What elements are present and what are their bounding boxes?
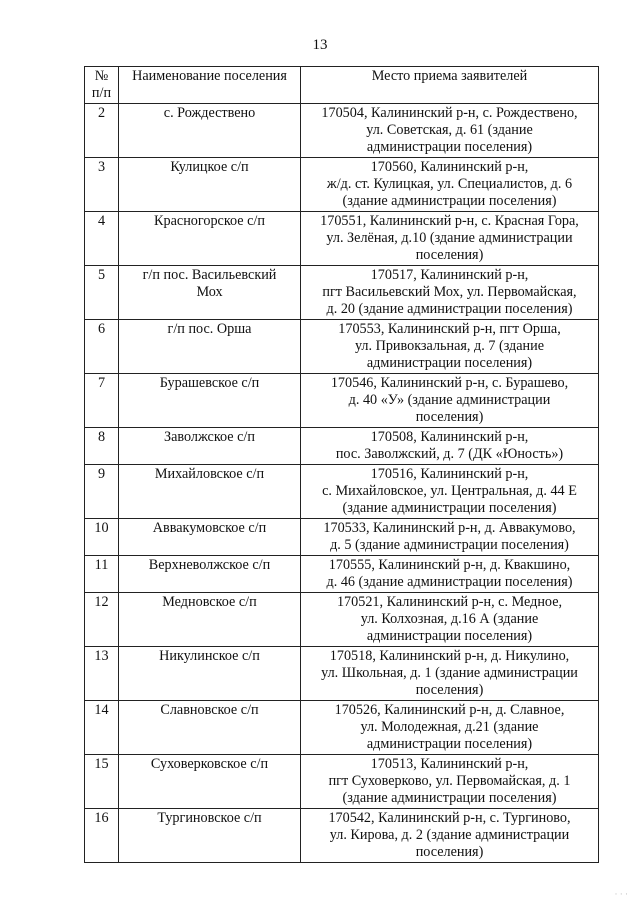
reception-address	[301, 212, 599, 266]
settlement-name-line: Кулицкое с/п	[170, 159, 249, 175]
row-number: 6	[85, 320, 119, 374]
settlement-name-line: Суховерковское с/п	[150, 756, 269, 772]
header-row	[85, 67, 599, 104]
table-row	[85, 104, 599, 158]
row-number: 14	[85, 701, 119, 755]
address-line: 170553, Калининский р-н, пгт Орша,	[338, 321, 561, 337]
settlement-name-line: Славновское с/п	[160, 702, 259, 718]
row-number: 13	[85, 647, 119, 701]
address-line: с. Михайловское, ул. Центральная, д. 44 Е	[322, 483, 577, 499]
settlement-name	[119, 266, 301, 320]
settlement-name-line: Мох	[196, 284, 223, 300]
address-line: 170516, Калининский р-н,	[370, 466, 529, 482]
address-line: администрации поселения)	[366, 628, 533, 644]
reception-address	[301, 755, 599, 809]
header-address: Место приема заявителей	[301, 67, 599, 104]
settlements-table	[84, 66, 599, 863]
address-line: 170560, Калининский р-н,	[370, 159, 529, 175]
row-number: 15	[85, 755, 119, 809]
reception-address	[301, 701, 599, 755]
reception-address	[301, 556, 599, 593]
table-row	[85, 647, 599, 701]
settlement-name	[119, 593, 301, 647]
settlement-name-line: Бурашевское с/п	[159, 375, 260, 391]
address-line: ул. Колхозная, д.16 А (здание	[360, 611, 539, 627]
settlement-name	[119, 320, 301, 374]
table-row	[85, 266, 599, 320]
settlement-name	[119, 755, 301, 809]
settlement-name-line: с. Рождествено	[163, 105, 256, 121]
reception-address	[301, 428, 599, 465]
reception-address	[301, 320, 599, 374]
table-row	[85, 320, 599, 374]
address-line: ул. Зелёная, д.10 (здание администрации	[326, 230, 573, 246]
address-line: администрации поселения)	[366, 736, 533, 752]
address-line: администрации поселения)	[366, 139, 533, 155]
table-row	[85, 593, 599, 647]
row-number: 16	[85, 809, 119, 863]
settlement-name-line: Тургиновское с/п	[157, 810, 262, 826]
address-line: 170526, Калининский р-н, д. Славное,	[334, 702, 565, 718]
address-line: 170542, Калининский р-н, с. Тургиново,	[328, 810, 571, 826]
reception-address	[301, 593, 599, 647]
settlement-name	[119, 428, 301, 465]
address-line: поселения)	[415, 844, 484, 860]
address-line: ул. Советская, д. 61 (здание	[366, 122, 533, 138]
table-row	[85, 428, 599, 465]
row-number: 11	[85, 556, 119, 593]
settlement-name-line: г/п пос. Васильевский	[142, 267, 277, 283]
address-line: д. 40 «У» (здание администрации	[348, 392, 551, 408]
address-line: поселения)	[415, 409, 484, 425]
table-row	[85, 212, 599, 266]
address-line: 170518, Калининский р-н, д. Никулино,	[329, 648, 570, 664]
settlement-name-line: Заволжское с/п	[164, 429, 255, 445]
row-number: 12	[85, 593, 119, 647]
address-line: 170533, Калининский р-н, д. Аввакумово,	[323, 520, 576, 536]
reception-address	[301, 266, 599, 320]
reception-address	[301, 465, 599, 519]
table-row	[85, 519, 599, 556]
address-line: ж/д. ст. Кулицкая, ул. Специалистов, д. 6	[326, 176, 573, 192]
table-row	[85, 465, 599, 519]
reception-address	[301, 104, 599, 158]
address-line: 170555, Калининский р-н, д. Квакшино,	[328, 557, 571, 573]
settlement-name-line: Медновское с/п	[162, 594, 257, 610]
settlement-name	[119, 701, 301, 755]
address-line: пгт Суховерково, ул. Первомайская, д. 1	[328, 773, 571, 789]
table-row	[85, 158, 599, 212]
row-number: 10	[85, 519, 119, 556]
address-line: 170508, Калининский р-н,	[370, 429, 529, 445]
address-line: ул. Молодежная, д.21 (здание	[360, 719, 539, 735]
address-line: д. 46 (здание администрации поселения)	[326, 574, 573, 590]
address-line: пос. Заволжский, д. 7 (ДК «Юность»)	[335, 446, 564, 462]
address-line: д. 20 (здание администрации поселения)	[326, 301, 573, 317]
scan-artifact: · · ·	[614, 889, 628, 899]
settlement-name-line: Верхневолжское с/п	[148, 557, 271, 573]
address-line: пгт Васильевский Мох, ул. Первомайская,	[322, 284, 577, 300]
address-line: (здание администрации поселения)	[342, 500, 557, 516]
address-line: 170513, Калининский р-н,	[370, 756, 529, 772]
row-number: 8	[85, 428, 119, 465]
settlement-name-line: г/п пос. Орша	[167, 321, 252, 337]
reception-address	[301, 158, 599, 212]
row-number: 7	[85, 374, 119, 428]
address-line: ул. Привокзальная, д. 7 (здание	[354, 338, 545, 354]
settlement-name	[119, 104, 301, 158]
address-line: 170551, Калининский р-н, с. Красная Гора,	[320, 213, 579, 229]
address-line: 170521, Калининский р-н, с. Медное,	[336, 594, 563, 610]
address-line: 170517, Калининский р-н,	[370, 267, 529, 283]
row-number: 2	[85, 104, 119, 158]
reception-address	[301, 374, 599, 428]
row-number: 9	[85, 465, 119, 519]
row-number: 4	[85, 212, 119, 266]
settlement-name-line: Никулинское с/п	[159, 648, 260, 664]
address-line: поселения)	[415, 247, 484, 263]
reception-address	[301, 519, 599, 556]
reception-address	[301, 809, 599, 863]
address-line: (здание администрации поселения)	[342, 193, 557, 209]
settlement-name-line: Красногорское с/п	[154, 213, 265, 229]
table-body	[85, 104, 599, 863]
settlement-name	[119, 465, 301, 519]
table-row	[85, 809, 599, 863]
address-line: 170504, Калининский р-н, с. Рождествено,	[321, 105, 578, 121]
table-row	[85, 374, 599, 428]
settlement-name	[119, 158, 301, 212]
table-row	[85, 755, 599, 809]
settlement-name-line: Аввакумовское с/п	[152, 520, 267, 536]
table-header	[85, 67, 599, 104]
address-line: ул. Школьная, д. 1 (здание администрации	[321, 665, 578, 681]
header-name: Наименование поселения	[119, 67, 301, 104]
settlement-name	[119, 212, 301, 266]
address-line: поселения)	[415, 682, 484, 698]
settlement-name	[119, 374, 301, 428]
settlement-name	[119, 556, 301, 593]
row-number: 5	[85, 266, 119, 320]
table-row	[85, 556, 599, 593]
settlement-name	[119, 647, 301, 701]
table-row	[85, 701, 599, 755]
address-line: 170546, Калининский р-н, с. Бурашево,	[330, 375, 569, 391]
settlement-name	[119, 519, 301, 556]
address-line: ул. Кирова, д. 2 (здание администрации	[329, 827, 570, 843]
reception-address	[301, 647, 599, 701]
address-line: администрации поселения)	[366, 355, 533, 371]
row-number: 3	[85, 158, 119, 212]
address-line: д. 5 (здание администрации поселения)	[330, 537, 569, 553]
page-number: 13	[312, 37, 328, 53]
settlement-name	[119, 809, 301, 863]
header-num: № п/п	[85, 67, 119, 104]
settlement-name-line: Михайловское с/п	[154, 466, 265, 482]
address-line: (здание администрации поселения)	[342, 790, 557, 806]
